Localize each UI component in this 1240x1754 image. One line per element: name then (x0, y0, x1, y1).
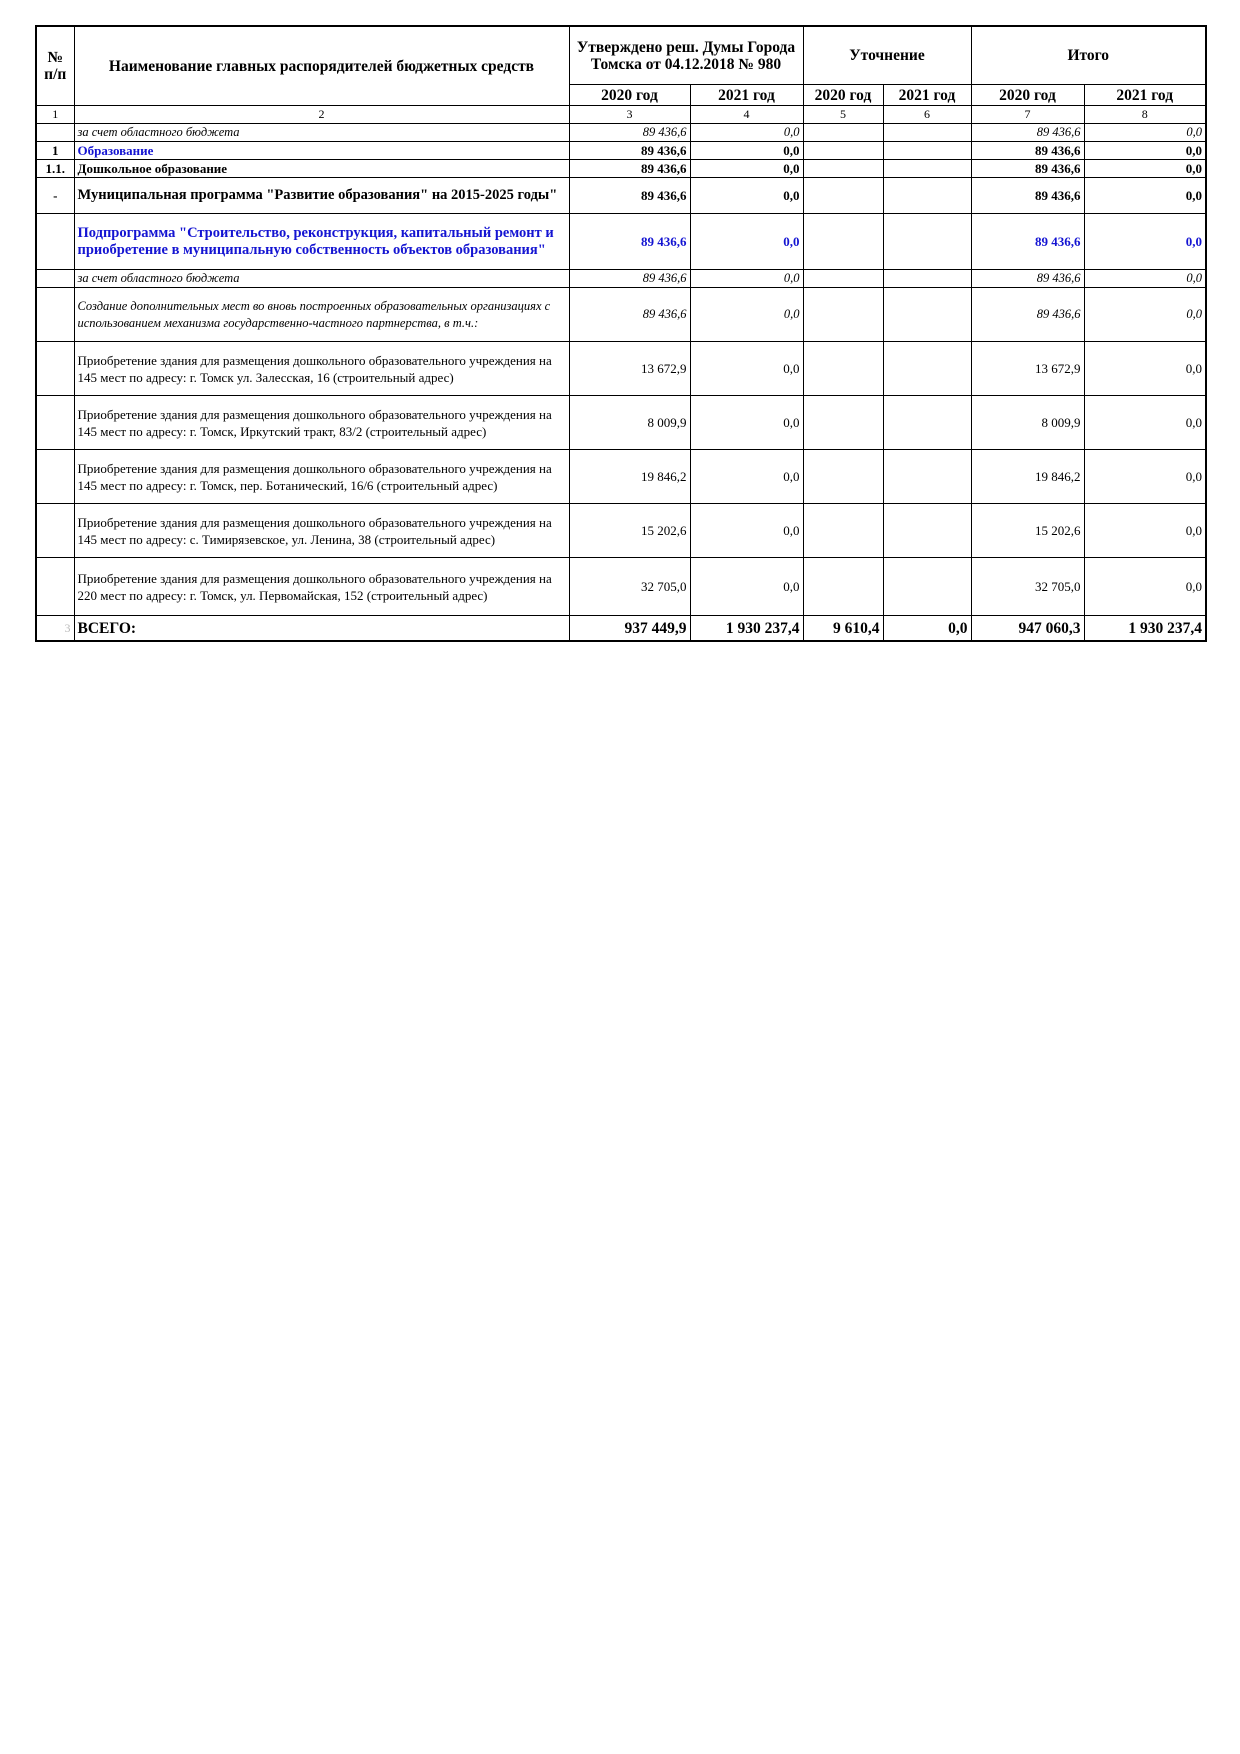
row-num (36, 288, 74, 342)
column-number: 1 (36, 106, 74, 124)
header-approved: Утверждено реш. Думы Города Томска от 04.12.2018 № 980 (569, 26, 803, 85)
row-name: за счет областного бюджета (74, 270, 569, 288)
header-year-total-2021: 2021 год (1084, 85, 1206, 106)
column-number: 2 (74, 106, 569, 124)
total-2021: 0,0 (1084, 504, 1206, 558)
approved-2021: 0,0 (690, 142, 803, 160)
approved-2021: 0,0 (690, 288, 803, 342)
row-num: 1.1. (36, 160, 74, 178)
clarify-2020 (803, 178, 883, 214)
total-2020: 19 846,2 (971, 450, 1084, 504)
total-2021: 0,0 (1084, 558, 1206, 616)
total-2021: 0,0 (1084, 160, 1206, 178)
table-row (36, 504, 1206, 558)
clarify-2021 (883, 342, 971, 396)
table-row (36, 178, 1206, 214)
approved-2020: 15 202,6 (569, 504, 690, 558)
approved-2020: 8 009,9 (569, 396, 690, 450)
row-num (36, 396, 74, 450)
clarify-2020 (803, 342, 883, 396)
approved-2021: 0,0 (690, 558, 803, 616)
total-row (36, 616, 1206, 642)
column-number-row (36, 106, 1206, 124)
clarify-2020 (803, 214, 883, 270)
row-num (36, 342, 74, 396)
row-num (36, 558, 74, 616)
column-number: 5 (803, 106, 883, 124)
total-2020: 15 202,6 (971, 504, 1084, 558)
header-clarify: Уточнение (803, 26, 971, 85)
total-2020: 32 705,0 (971, 558, 1084, 616)
approved-2021: 0,0 (690, 396, 803, 450)
total-2021: 0,0 (1084, 396, 1206, 450)
clarify-2021 (883, 558, 971, 616)
row-name: Дошкольное образование (74, 160, 569, 178)
total-2021: 0,0 (1084, 288, 1206, 342)
row-num: 1 (36, 142, 74, 160)
approved-2020: 89 436,6 (569, 214, 690, 270)
total-2021: 0,0 (1084, 342, 1206, 396)
header-year-clarify-2020: 2020 год (803, 85, 883, 106)
total-2020: 13 672,9 (971, 342, 1084, 396)
total-2021: 0,0 (1084, 124, 1206, 142)
clarify-2021 (883, 124, 971, 142)
approved-2021: 0,0 (690, 270, 803, 288)
column-number: 3 (569, 106, 690, 124)
approved-2021: 0,0 (690, 124, 803, 142)
clarify-2021 (883, 214, 971, 270)
approved-2020: 89 436,6 (569, 270, 690, 288)
total-clarify-2021: 0,0 (883, 616, 971, 642)
approved-2021: 0,0 (690, 342, 803, 396)
column-number: 7 (971, 106, 1084, 124)
approved-2021: 0,0 (690, 504, 803, 558)
clarify-2020 (803, 270, 883, 288)
total-2020: 89 436,6 (971, 270, 1084, 288)
approved-2020: 32 705,0 (569, 558, 690, 616)
header-year-total-2020: 2020 год (971, 85, 1084, 106)
clarify-2020 (803, 396, 883, 450)
total-total-2021: 1 930 237,4 (1084, 616, 1206, 642)
approved-2020: 89 436,6 (569, 142, 690, 160)
total-2020: 89 436,6 (971, 214, 1084, 270)
row-num (36, 124, 74, 142)
row-name: Приобретение здания для размещения дошкольного образовательного учреждения на 145 мест по адресу: с. Тимирязевское, ул. Ленина, 38 (строительный адрес) (74, 504, 569, 558)
header-num: № п/п (36, 26, 74, 106)
row-name: Приобретение здания для размещения дошкольного образовательного учреждения на 145 мест по адресу: г. Томск, Иркутский тракт, 83/2 (строительный адрес) (74, 396, 569, 450)
row-name: Создание дополнительных мест во вновь построенных образовательных организациях с использованием механизма государственно-частного партнерства, в т.ч.: (74, 288, 569, 342)
clarify-2020 (803, 124, 883, 142)
total-total-2020: 947 060,3 (971, 616, 1084, 642)
table-row (36, 342, 1206, 396)
total-2021: 0,0 (1084, 450, 1206, 504)
approved-2021: 0,0 (690, 178, 803, 214)
row-name: за счет областного бюджета (74, 124, 569, 142)
total-clarify-2020: 9 610,4 (803, 616, 883, 642)
total-row-num: 3 (36, 616, 74, 642)
table-row (36, 160, 1206, 178)
total-2020: 8 009,9 (971, 396, 1084, 450)
approved-2020: 89 436,6 (569, 288, 690, 342)
row-num (36, 504, 74, 558)
table-row (36, 270, 1206, 288)
total-approved-2020: 937 449,9 (569, 616, 690, 642)
approved-2020: 89 436,6 (569, 178, 690, 214)
row-num (36, 270, 74, 288)
total-label: ВСЕГО: (74, 616, 569, 642)
approved-2020: 89 436,6 (569, 160, 690, 178)
total-2021: 0,0 (1084, 142, 1206, 160)
total-2021: 0,0 (1084, 270, 1206, 288)
column-number: 8 (1084, 106, 1206, 124)
total-2021: 0,0 (1084, 214, 1206, 270)
table-row (36, 396, 1206, 450)
header-total: Итого (971, 26, 1206, 85)
table-row (36, 142, 1206, 160)
approved-2020: 89 436,6 (569, 124, 690, 142)
total-2020: 89 436,6 (971, 142, 1084, 160)
clarify-2021 (883, 396, 971, 450)
approved-2020: 19 846,2 (569, 450, 690, 504)
approved-2021: 0,0 (690, 214, 803, 270)
row-name: Приобретение здания для размещения дошкольного образовательного учреждения на 145 мест по адресу: г. Томск, пер. Ботанический, 16/6 (строительный адрес) (74, 450, 569, 504)
clarify-2020 (803, 504, 883, 558)
row-num (36, 450, 74, 504)
clarify-2020 (803, 160, 883, 178)
row-name: Приобретение здания для размещения дошкольного образовательного учреждения на 220 мест по адресу: г. Томск, ул. Первомайская, 152 (строительный адрес) (74, 558, 569, 616)
row-name: Приобретение здания для размещения дошкольного образовательного учреждения на 145 мест по адресу: г. Томск ул. Залесская, 16 (строительный адрес) (74, 342, 569, 396)
clarify-2020 (803, 288, 883, 342)
row-name: Муниципальная программа "Развитие образования" на 2015-2025 годы" (74, 178, 569, 214)
header-name: Наименование главных распорядителей бюджетных средств (74, 26, 569, 106)
approved-2020: 13 672,9 (569, 342, 690, 396)
header-year-approved-2020: 2020 год (569, 85, 690, 106)
clarify-2020 (803, 450, 883, 504)
table-row (36, 558, 1206, 616)
clarify-2021 (883, 450, 971, 504)
clarify-2021 (883, 504, 971, 558)
total-2021: 0,0 (1084, 178, 1206, 214)
column-number: 6 (883, 106, 971, 124)
clarify-2021 (883, 288, 971, 342)
row-name: Подпрограмма "Строительство, реконструкция, капитальный ремонт и приобретение в муниципальную собственность объектов образования" (74, 214, 569, 270)
clarify-2021 (883, 160, 971, 178)
table-row (36, 124, 1206, 142)
total-2020: 89 436,6 (971, 178, 1084, 214)
row-num (36, 214, 74, 270)
approved-2021: 0,0 (690, 450, 803, 504)
clarify-2021 (883, 178, 971, 214)
table-row (36, 450, 1206, 504)
row-name: Образование (74, 142, 569, 160)
header-year-approved-2021: 2021 год (690, 85, 803, 106)
clarify-2021 (883, 270, 971, 288)
total-approved-2021: 1 930 237,4 (690, 616, 803, 642)
total-2020: 89 436,6 (971, 288, 1084, 342)
clarify-2020 (803, 142, 883, 160)
total-2020: 89 436,6 (971, 124, 1084, 142)
column-number: 4 (690, 106, 803, 124)
row-num: - (36, 178, 74, 214)
budget-table (35, 25, 1207, 642)
clarify-2021 (883, 142, 971, 160)
total-2020: 89 436,6 (971, 160, 1084, 178)
clarify-2020 (803, 558, 883, 616)
approved-2021: 0,0 (690, 160, 803, 178)
table-row (36, 288, 1206, 342)
table-row (36, 214, 1206, 270)
header-year-clarify-2021: 2021 год (883, 85, 971, 106)
